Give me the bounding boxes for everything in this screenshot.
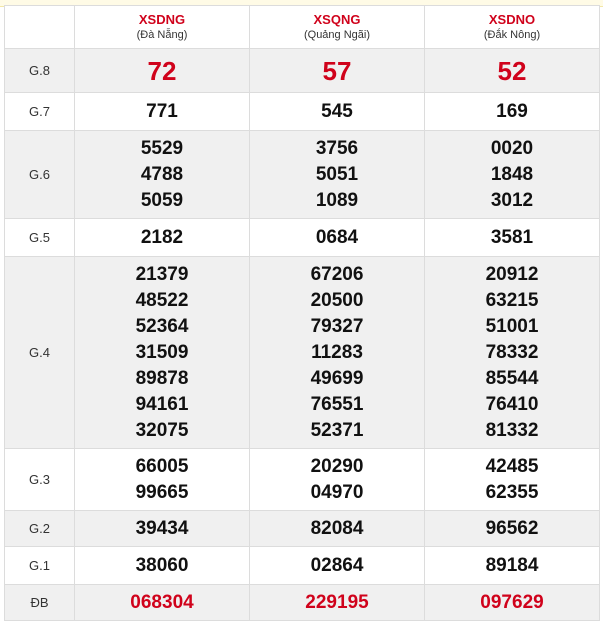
prize-number: 21379 [135, 263, 189, 285]
province-header-qng[interactable] [250, 6, 425, 49]
prize-cell [425, 49, 600, 93]
prize-label: G.8 [5, 49, 75, 93]
prize-row-g3 [5, 449, 600, 511]
prize-number: 76410 [485, 393, 539, 415]
prize-number: 3756 [315, 137, 359, 159]
prize-cell [425, 131, 600, 219]
prize-cell [250, 93, 425, 131]
prize-number: 96562 [485, 517, 539, 539]
prize-number: 82084 [310, 517, 364, 539]
prize-number: 66005 [135, 455, 189, 477]
prize-number: 85544 [485, 367, 539, 389]
prize-number: 2182 [140, 226, 184, 248]
prize-row-g1 [5, 547, 600, 585]
prize-cell [75, 49, 250, 93]
prize-number: 1848 [490, 163, 534, 185]
prize-cell [75, 585, 250, 621]
header-empty-cell [5, 6, 75, 49]
province-name: (Đắk Nông) [483, 29, 541, 41]
special-prize-number: 097629 [480, 591, 544, 613]
prize-cell [75, 219, 250, 257]
prize-cell [250, 49, 425, 93]
province-name: (Đà Nẵng) [136, 29, 188, 41]
prize-number: 63215 [485, 289, 539, 311]
prize-cell [250, 449, 425, 511]
prize-cell [250, 131, 425, 219]
prize-number: 52 [497, 55, 527, 86]
prize-number: 94161 [135, 393, 189, 415]
prize-number: 67206 [310, 263, 364, 285]
prize-number: 81332 [485, 419, 539, 441]
prize-number: 52364 [135, 315, 189, 337]
prize-number: 89184 [485, 554, 539, 576]
prize-number: 20912 [485, 263, 539, 285]
prize-number: 169 [496, 100, 528, 122]
prize-label: G.5 [5, 219, 75, 257]
prize-number: 99665 [135, 481, 189, 503]
prize-number: 545 [321, 100, 353, 122]
prize-number: 76551 [310, 393, 364, 415]
lottery-results-table [4, 5, 600, 621]
province-code[interactable]: XSDNG [138, 12, 186, 27]
prize-number: 79327 [310, 315, 364, 337]
prize-row-g5 [5, 219, 600, 257]
prize-number: 38060 [135, 554, 189, 576]
prize-cell [425, 547, 600, 585]
prize-number: 39434 [135, 517, 189, 539]
prize-cell [425, 93, 600, 131]
prize-number: 72 [147, 55, 177, 86]
prize-row-g8 [5, 49, 600, 93]
prize-number: 78332 [485, 341, 539, 363]
prize-number: 20500 [310, 289, 364, 311]
prize-number: 52371 [310, 419, 364, 441]
prize-cell [250, 585, 425, 621]
prize-row-g7 [5, 93, 600, 131]
prize-cell [425, 511, 600, 547]
prize-number: 57 [322, 55, 352, 86]
prize-number: 31509 [135, 341, 189, 363]
prize-label: G.4 [5, 257, 75, 449]
prize-label: G.1 [5, 547, 75, 585]
prize-number: 32075 [135, 419, 189, 441]
prize-number: 5529 [140, 137, 184, 159]
province-header-row [5, 6, 600, 49]
prize-cell [425, 449, 600, 511]
prize-number: 62355 [485, 481, 539, 503]
prize-cell [250, 257, 425, 449]
province-name: (Quảng Ngãi) [303, 29, 371, 41]
prize-label: G.2 [5, 511, 75, 547]
prize-label: ĐB [5, 585, 75, 621]
prize-cell [425, 585, 600, 621]
prize-number: 48522 [135, 289, 189, 311]
prize-label: G.6 [5, 131, 75, 219]
prize-number: 3012 [490, 189, 534, 211]
prize-number: 20290 [310, 455, 364, 477]
prize-number: 42485 [485, 455, 539, 477]
prize-number: 3581 [490, 226, 534, 248]
prize-number: 02864 [310, 554, 364, 576]
prize-cell [425, 257, 600, 449]
prize-cell [250, 219, 425, 257]
province-code[interactable]: XSQNG [313, 12, 361, 27]
prize-cell [425, 219, 600, 257]
prize-cell [75, 511, 250, 547]
prize-number: 771 [146, 100, 178, 122]
special-prize-number: 229195 [305, 591, 369, 613]
province-code[interactable]: XSDNO [488, 12, 536, 27]
prize-number: 1089 [315, 189, 359, 211]
prize-label: G.7 [5, 93, 75, 131]
prize-row-g2 [5, 511, 600, 547]
prize-cell [75, 131, 250, 219]
prize-cell [75, 93, 250, 131]
prize-number: 5059 [140, 189, 184, 211]
prize-number: 04970 [310, 481, 364, 503]
prize-number: 4788 [140, 163, 184, 185]
province-header-dng[interactable] [75, 6, 250, 49]
prize-cell [75, 547, 250, 585]
prize-cell [75, 449, 250, 511]
prize-number: 5051 [315, 163, 359, 185]
prize-row-g6 [5, 131, 600, 219]
province-header-dno[interactable] [425, 6, 600, 49]
prize-number: 11283 [311, 341, 363, 363]
prize-row-special [5, 585, 600, 621]
prize-number: 0020 [490, 137, 534, 159]
prize-cell [250, 511, 425, 547]
prize-row-g4 [5, 257, 600, 449]
prize-cell [250, 547, 425, 585]
prize-cell [75, 257, 250, 449]
special-prize-number: 068304 [130, 591, 194, 613]
prize-number: 51001 [485, 315, 539, 337]
prize-number: 89878 [135, 367, 189, 389]
prize-number: 0684 [315, 226, 359, 248]
prize-label: G.3 [5, 449, 75, 511]
prize-number: 49699 [310, 367, 364, 389]
